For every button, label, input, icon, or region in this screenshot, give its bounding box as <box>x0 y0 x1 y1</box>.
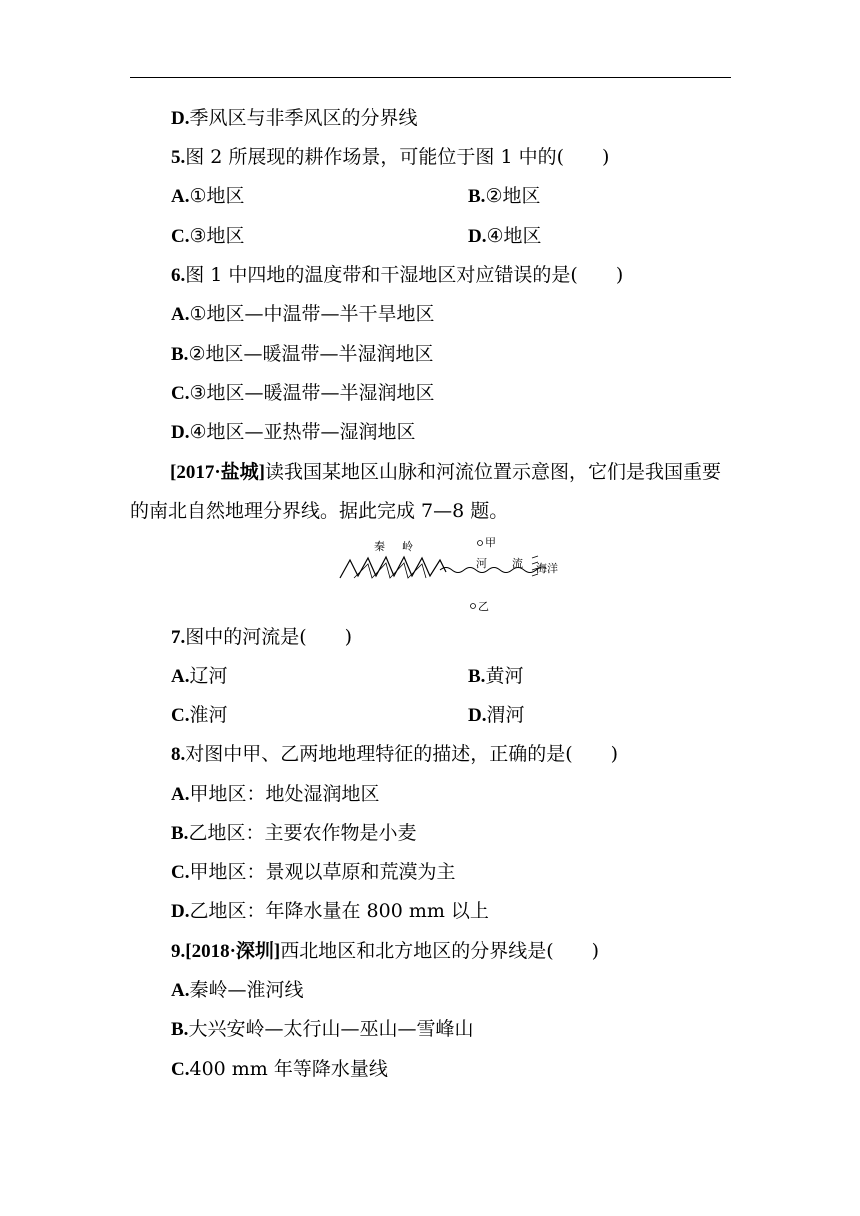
q6-option-a <box>171 302 435 327</box>
q5-option-c <box>171 224 245 249</box>
option-text: 乙地区：年降水量在 800 mm 以上 <box>189 900 489 922</box>
passage-source: [2017·盐城] <box>170 462 265 483</box>
point-yi-label: 乙 <box>478 600 489 613</box>
option-label: C. <box>171 383 190 404</box>
q8-option-c <box>171 860 456 885</box>
option-label: D. <box>171 422 190 443</box>
q6-option-d <box>171 420 416 445</box>
option-label: D. <box>468 226 487 247</box>
q5-option-d <box>468 224 542 249</box>
q5-option-a <box>171 184 245 209</box>
question-text: 对图中甲、乙两地地理特征的描述，正确的是( ) <box>185 743 619 765</box>
question-source: [2018·深圳] <box>185 941 281 962</box>
option-label: B. <box>468 186 486 207</box>
option-label: C. <box>171 862 190 883</box>
option-text: ②地区 <box>485 185 541 207</box>
option-label: D. <box>171 108 190 129</box>
passage <box>130 453 732 531</box>
header-rule <box>130 77 731 78</box>
q6-stem <box>171 263 623 288</box>
q5-stem <box>171 145 609 170</box>
option-label: C. <box>171 226 190 247</box>
option-text: ③地区—暖温带—半湿润地区 <box>189 382 435 404</box>
option-label: B. <box>171 344 189 365</box>
option-label: A. <box>171 666 190 687</box>
river-label-2: 流 <box>512 557 523 570</box>
q9-option-b <box>171 1017 473 1042</box>
option-label: B. <box>171 823 189 844</box>
option-text: 秦岭—淮河线 <box>189 979 304 1001</box>
q7-option-b <box>468 664 523 689</box>
question-number: 5. <box>171 147 186 168</box>
option-label: A. <box>171 186 190 207</box>
option-label: B. <box>468 666 486 687</box>
option-text: 辽河 <box>189 665 228 687</box>
option-label: D. <box>171 901 190 922</box>
q6-option-c <box>171 381 435 406</box>
river-label-1: 河 <box>476 557 487 570</box>
point-yi-marker <box>471 604 476 609</box>
option-text: 淮河 <box>189 704 228 726</box>
question-text: 图 2 所展现的耕作场景，可能位于图 1 中的( ) <box>185 146 610 168</box>
option-text: ②地区—暖温带—半湿润地区 <box>188 343 434 365</box>
river-line <box>440 567 546 573</box>
option-label: C. <box>171 1059 190 1080</box>
point-jia-marker <box>478 541 483 546</box>
option-text: 甲地区：景观以草原和荒漠为主 <box>189 861 456 883</box>
mountain-label-2: 岭 <box>402 540 413 553</box>
passage-text: 读我国某地区山脉和河流位置示意图，它们是我国重要的南北自然地理分界线。据此完成 7—8 题。 <box>130 461 722 522</box>
option-label: A. <box>171 304 190 325</box>
option-label: D. <box>468 705 487 726</box>
question-text: 图中的河流是( ) <box>185 626 353 648</box>
option-text: 季风区与非季风区的分界线 <box>189 107 418 129</box>
sea-label: 海洋 <box>536 562 558 575</box>
option-label: A. <box>171 784 190 805</box>
option-text: ④地区 <box>486 225 542 247</box>
q9-option-c <box>171 1057 388 1082</box>
q8-option-d <box>171 899 489 924</box>
option-text: 乙地区：主要农作物是小麦 <box>188 822 417 844</box>
question-number: 8. <box>171 744 186 765</box>
option-text: ④地区—亚热带—湿润地区 <box>189 421 416 443</box>
question-number: 6. <box>171 265 186 286</box>
q8-option-b <box>171 821 416 846</box>
option-text: ③地区 <box>189 225 245 247</box>
option-text: 400 mm 年等降水量线 <box>189 1058 388 1080</box>
q7-option-a <box>171 664 228 689</box>
option-label: C. <box>171 705 190 726</box>
option-text: 黄河 <box>485 665 524 687</box>
q8-stem <box>171 742 618 767</box>
q9-option-a <box>171 978 304 1003</box>
option-text: 甲地区：地处湿润地区 <box>189 783 380 805</box>
q5-option-b <box>468 184 540 209</box>
question-text: 西北地区和北方地区的分界线是( ) <box>280 940 600 962</box>
option-text: ①地区 <box>189 185 245 207</box>
question-number: 7. <box>171 627 186 648</box>
option-text: 渭河 <box>486 704 525 726</box>
mountain-river-diagram <box>336 530 566 616</box>
q9-stem <box>171 939 599 964</box>
q8-option-a <box>171 782 380 807</box>
q4-option-d <box>171 106 418 131</box>
option-label: B. <box>171 1019 189 1040</box>
mountain-label-1: 秦 <box>374 540 385 553</box>
q7-option-d <box>468 703 525 728</box>
q6-option-b <box>171 342 433 367</box>
question-number: 9. <box>171 941 186 962</box>
option-label: A. <box>171 980 190 1001</box>
q7-stem <box>171 625 352 650</box>
q7-option-c <box>171 703 228 728</box>
question-text: 图 1 中四地的温度带和干湿地区对应错误的是( ) <box>185 264 624 286</box>
option-text: 大兴安岭—太行山—巫山—雪峰山 <box>188 1018 474 1040</box>
option-text: ①地区—中温带—半干旱地区 <box>189 303 435 325</box>
point-jia-label: 甲 <box>485 536 496 549</box>
